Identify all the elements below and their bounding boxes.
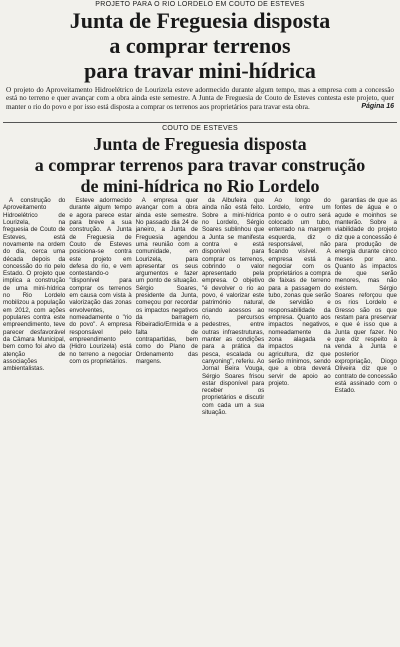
article-column-text: Esteve adormecido durante algum tempo e agora parece estar para breve a sua construção. A Junta de Freguesia de Couto de Esteves posiciona-se contra este projeto em defesa do rio, e vem contestando-o "disponível para comprar os terrenos em causa com vista à valorização das zonas envolventes, nomeadamente o "rio do povo". A empresa responsável pelo empreendimento (Hidro Lourizela) está no terreno a negociar com os proprietários. bbox=[69, 197, 132, 365]
article-column-2 bbox=[69, 197, 131, 637]
article-column-3 bbox=[136, 197, 198, 637]
article-headline-line-1: Junta de Freguesia disposta bbox=[93, 134, 307, 154]
page-number: Página 16 bbox=[361, 102, 394, 110]
top-headline-line-2: a comprar terrenos bbox=[109, 33, 291, 58]
article-column-4 bbox=[202, 197, 264, 637]
article-column-5 bbox=[268, 197, 330, 637]
article-column-text: garantias de que as fontes de água e o açude e moinhos se manterão. Sobre a viabilidade do projeto diz que a concessão é para produção de energia durante cinco meses por ano. Quanto às impactos de que serão menores, mas não existem. Sérgio Soares reforçou que os rios Lordelo e Gresso são os que restam para preservar e que é isso que a Junta quer fazer. No que diz respeito à venda à Junta e posterior expropriação, Diogo Oliveira diz que o contrato de concessão está assinado com o Estado. bbox=[334, 197, 397, 395]
article-column-text: A construção do Aproveitamento Hidroelétrico de Lourizela, na freguesia de Couto de Esteves, está novamente na ordem do dia, cerca uma década depois da concessão do rio pelo Estado. O projeto que implica a construção de uma mini-hídrica no Rio Lordelo mobilizou a população em 2012, com ações populares contra este empreendimento, teve parecer desfavorável da Câmara Municipal, bem como foi alvo da atenção de associações ambientalistas. bbox=[3, 197, 66, 373]
article-headline-line-3: de mini-hídrica no Rio Lordelo bbox=[80, 176, 320, 196]
top-headline-line-3: para travar mini-hídrica bbox=[84, 58, 316, 83]
article-headline-line-2: a comprar terrenos para travar construção bbox=[34, 155, 366, 175]
article-column-6 bbox=[335, 197, 397, 637]
article-columns bbox=[3, 197, 397, 637]
article-section-label: COUTO DE ESTEVES bbox=[162, 125, 238, 132]
article-column-text: da Albufeira que ainda não está feito. Sobre a mini-hídrica no Lordelo, Sérgio Soares sublinhou que a Junta se manifesta contra e está disponível para comprar os terrenos, cobrindo o valor apresentado pela empresa. O objetivo "é devolver o rio ao povo, é valorizar este património natural, criando acessos ao rio, percursos pedestres, entre outras infraestruturas, manter as condições para a prática da pesca, escalada ou canyoning", referiu. Ao Jornal Beira Vouga, Sérgio Soares frisou estar disponível para receber os proprietários e discutir com cada um a sua situação. bbox=[201, 197, 265, 417]
top-section-label: PROJETO PARA O RIO LORDELO EM COUTO DE ESTEVES bbox=[95, 1, 305, 8]
article-column-text: A empresa quer avançar com a obra ainda este semestre. No passado dia 24 de janeiro, a Junta de Freguesia agendou uma reunião com a comunidade, em Lourizela, para apresentar os seus argumentos e fazer um ponto de situação. Sérgio Soares, presidente da Junta, começou por recordar os impactos negativos da barragem Ribeiradio/Ermida e a falta de contrapartidas, bem como do Plano de Ordenamento das margens. bbox=[135, 197, 198, 365]
top-lead bbox=[6, 86, 394, 111]
article-column-text: Ao longo do Lordelo, entre um ponto e o outro será colocado um tubo, enterrado na margem esquerda, diz o responsável, não ficando visível. A empresa está a negociar com os proprietários a compra de faixas de terreno para a passagem do tubo, zonas que serão de servidão e responsabilidade da empresa. Quanto aos impactos negativos, nomeadamente da zona alagada e impactos na agricultura, diz que serão mínimos, sendo que a obra deverá servir de apoio ao projeto. bbox=[268, 197, 331, 387]
article-column-1 bbox=[3, 197, 65, 637]
top-lead-text: O projeto do Aproveitamento Hidroelétrico de Lourizela esteve adormecido durante algum tempo, mas a empresa com a concessão está no terreno e quer avançar com a obra ainda este semestre. A Junta de Freguesia de Couto de Esteves contesta este projeto, quer manter o rio do povo e por isso está disposta a comprar os terrenos aos proprietários para travar esta obra. bbox=[6, 86, 394, 111]
top-headline-line-1: Junta de Freguesia disposta bbox=[69, 8, 331, 33]
